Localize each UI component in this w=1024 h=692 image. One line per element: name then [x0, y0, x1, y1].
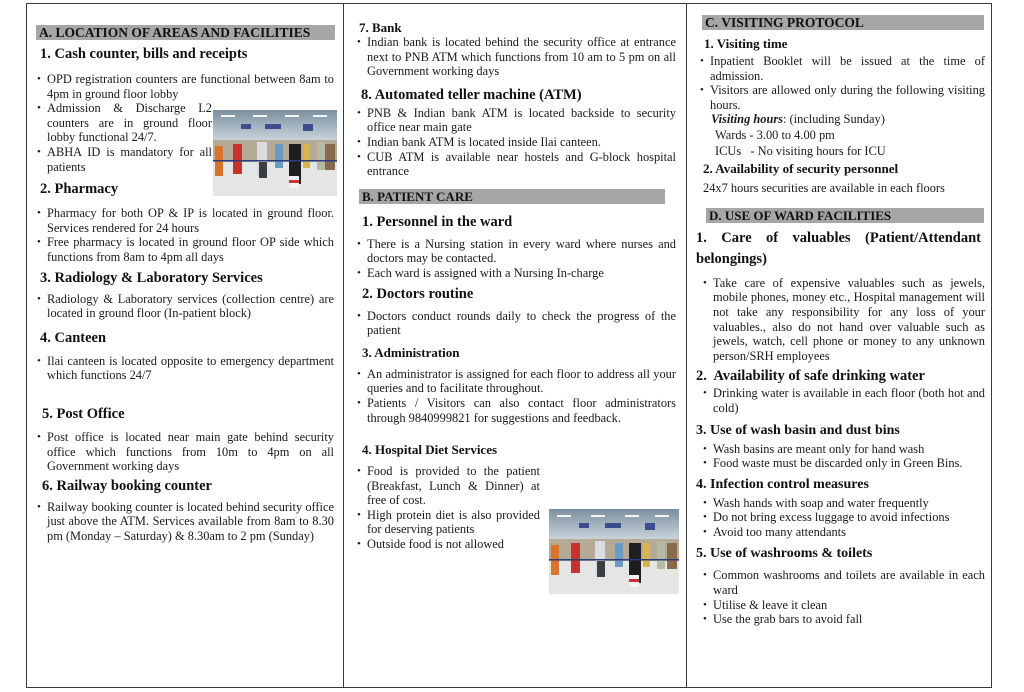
list-infection-control: [695, 496, 985, 540]
list-item: • Pharmacy for both OP & IP is located in ground floor. Services rendered for 24 hours: [36, 206, 334, 235]
heading-radiology: 3. Radiology & Laboratory Services: [40, 269, 263, 286]
list-item: • High protein diet is also provided for deserving patients: [356, 508, 540, 537]
heading-infection-control: 4. Infection control measures: [696, 476, 869, 492]
list-item: • Wash hands with soap and water frequently: [702, 496, 985, 511]
security-text: 24x7 hours securities are available in each floors: [703, 181, 945, 196]
list-doctors-routine: [356, 309, 676, 338]
list-bank: [356, 35, 676, 79]
visiting-hours-icus: ICUs - No visiting hours for ICU: [715, 143, 886, 158]
heading-washrooms: 5. Use of washrooms & toilets: [696, 546, 873, 562]
photo-hospital-counters: [549, 509, 679, 594]
heading-canteen: 4. Canteen: [40, 329, 107, 346]
column-divider: [343, 3, 344, 688]
list-item: • Free pharmacy is located in ground floor OP side which functions from 8am to 4pm all days: [36, 235, 334, 264]
list-item: • Outside food is not allowed: [356, 537, 540, 552]
heading-diet-services: 4. Hospital Diet Services: [362, 442, 498, 458]
list-item: • PNB & Indian bank ATM is located backside to security office near main gate: [356, 106, 676, 135]
column-visiting-ward: [695, 3, 985, 627]
heading-bank: 7. Bank: [359, 20, 402, 35]
list-radiology: [36, 292, 334, 321]
list-item: • Do not bring excess luggage to avoid infections: [702, 510, 985, 525]
list-item: • Avoid too many attendants: [702, 525, 985, 540]
section-header-patient-care: B. PATIENT CARE: [359, 189, 665, 204]
list-railway: [36, 500, 334, 544]
list-personnel: [356, 237, 676, 281]
list-item: • Indian bank ATM is located inside Ilai canteen.: [356, 135, 676, 150]
section-header-visiting-protocol: C. VISITING PROTOCOL: [702, 15, 984, 30]
list-item: • Admission & Discharge L2 counters are in ground floor lobby functional 24/7.: [36, 101, 212, 145]
heading-security: 2. Availability of security personnel: [703, 161, 899, 177]
list-item: • Ilai canteen is located opposite to emergency department which functions 24/7: [36, 354, 334, 383]
heading-atm: 8. Automated teller machine (ATM): [361, 86, 582, 103]
visiting-hours-note: : (including Sunday): [782, 112, 885, 127]
list-item: • Visitors are allowed only during the following visiting hours.: [699, 83, 985, 112]
list-item: • Food is provided to the patient (Breakfast, Lunch & Dinner) at free of cost.: [356, 464, 540, 508]
heading-cash-counter: 1. Cash counter, bills and receipts: [40, 46, 248, 62]
list-item: • Doctors conduct rounds daily to check the progress of the patient: [356, 309, 676, 338]
list-item: • OPD registration counters are functional between 8am to 4pm in ground floor lobby: [36, 72, 334, 101]
visiting-hours-line: [695, 112, 985, 127]
list-item: • There is a Nursing station in every ward where nurses and doctors may be contacted.: [356, 237, 676, 266]
list-pharmacy: [36, 206, 334, 264]
list-item: • Patients / Visitors can also contact floor administrators through 9840999821 for suggestions and feedback.: [356, 396, 676, 425]
list-diet-services: [356, 464, 540, 552]
list-item: • Indian bank is located behind the security office at entrance next to PNB ATM which functions from 10 am to 5 pm on all Government working days: [356, 35, 676, 79]
heading-visiting-time: 1. Visiting time: [704, 36, 788, 51]
heading-drinking-water: 2. Availability of safe drinking water: [696, 368, 925, 385]
visiting-hours-wards: Wards - 3.00 to 4.00 pm: [715, 127, 835, 142]
list-item: • An administrator is assigned for each floor to address all your queries and to facilitate throughout.: [356, 367, 676, 396]
column-divider: [686, 3, 687, 688]
list-item: • Take care of expensive valuables such as jewels, mobile phones, money etc., Hospital management will not take any responsibility for any loss of your valuables., also do not hand over valuable such as jewels, watch, cell phone or money to any unknown person/SRH employees: [702, 276, 985, 364]
list-item: • Common washrooms and toilets are available in each ward: [702, 568, 985, 597]
list-post-office: [36, 430, 334, 474]
column-bank-patient-care: [356, 3, 676, 552]
list-item: • ABHA ID is mandatory for all patients: [36, 145, 212, 174]
heading-railway: 6. Railway booking counter: [42, 477, 212, 494]
heading-post-office: 5. Post Office: [42, 405, 125, 422]
heading-wash-basin: 3. Use of wash basin and dust bins: [696, 422, 900, 438]
section-header-location: A. LOCATION OF AREAS AND FACILITIES: [36, 25, 335, 40]
list-administration: [356, 367, 676, 425]
heading-administration: 3. Administration: [362, 344, 460, 360]
list-item: • Use the grab bars to avoid fall: [702, 612, 985, 627]
list-washrooms: [695, 568, 985, 626]
list-care-of-valuables: [695, 276, 985, 364]
heading-care-of-valuables: 1. Care of valuables (Patient/Attendant belongings): [696, 229, 981, 267]
list-item: • Drinking water is available in each floor (both hot and cold): [702, 386, 985, 415]
list-item: • Food waste must be discarded only in Green Bins.: [702, 456, 985, 471]
photo-hospital-counters: [213, 110, 337, 196]
list-item: • Post office is located near main gate behind security office which functions from 10m to 4pm on all Government working days: [36, 430, 334, 474]
list-item: • Wash basins are meant only for hand wash: [702, 442, 985, 457]
section-header-ward-facilities: D. USE OF WARD FACILITIES: [706, 208, 984, 223]
list-drinking-water: [695, 386, 985, 415]
list-item: • Inpatient Booklet will be issued at the time of admission.: [699, 54, 985, 83]
list-visiting-time: [695, 54, 985, 112]
heading-doctors-routine: 2. Doctors routine: [362, 285, 474, 302]
list-item: • Radiology & Laboratory services (collection centre) are located in ground floor (In-patient block): [36, 292, 334, 321]
list-item: • CUB ATM is available near hostels and G-block hospital entrance: [356, 150, 676, 179]
list-item: • Each ward is assigned with a Nursing In-charge: [356, 266, 676, 281]
list-item: • Utilise & leave it clean: [702, 598, 985, 613]
column-location: [36, 3, 334, 543]
visiting-hours-label: Visiting hours: [711, 112, 783, 127]
list-item: • Railway booking counter is located behind security office just above the ATM. Services available from 8am to 8.30 pm (Monday – Saturday) & 8.30am to 2 pm (Sunday): [36, 500, 334, 544]
list-wash-basin: [695, 442, 985, 471]
heading-pharmacy: 2. Pharmacy: [40, 181, 119, 198]
list-atm: [356, 106, 676, 179]
heading-personnel: 1. Personnel in the ward: [362, 213, 513, 230]
list-canteen: [36, 354, 334, 383]
